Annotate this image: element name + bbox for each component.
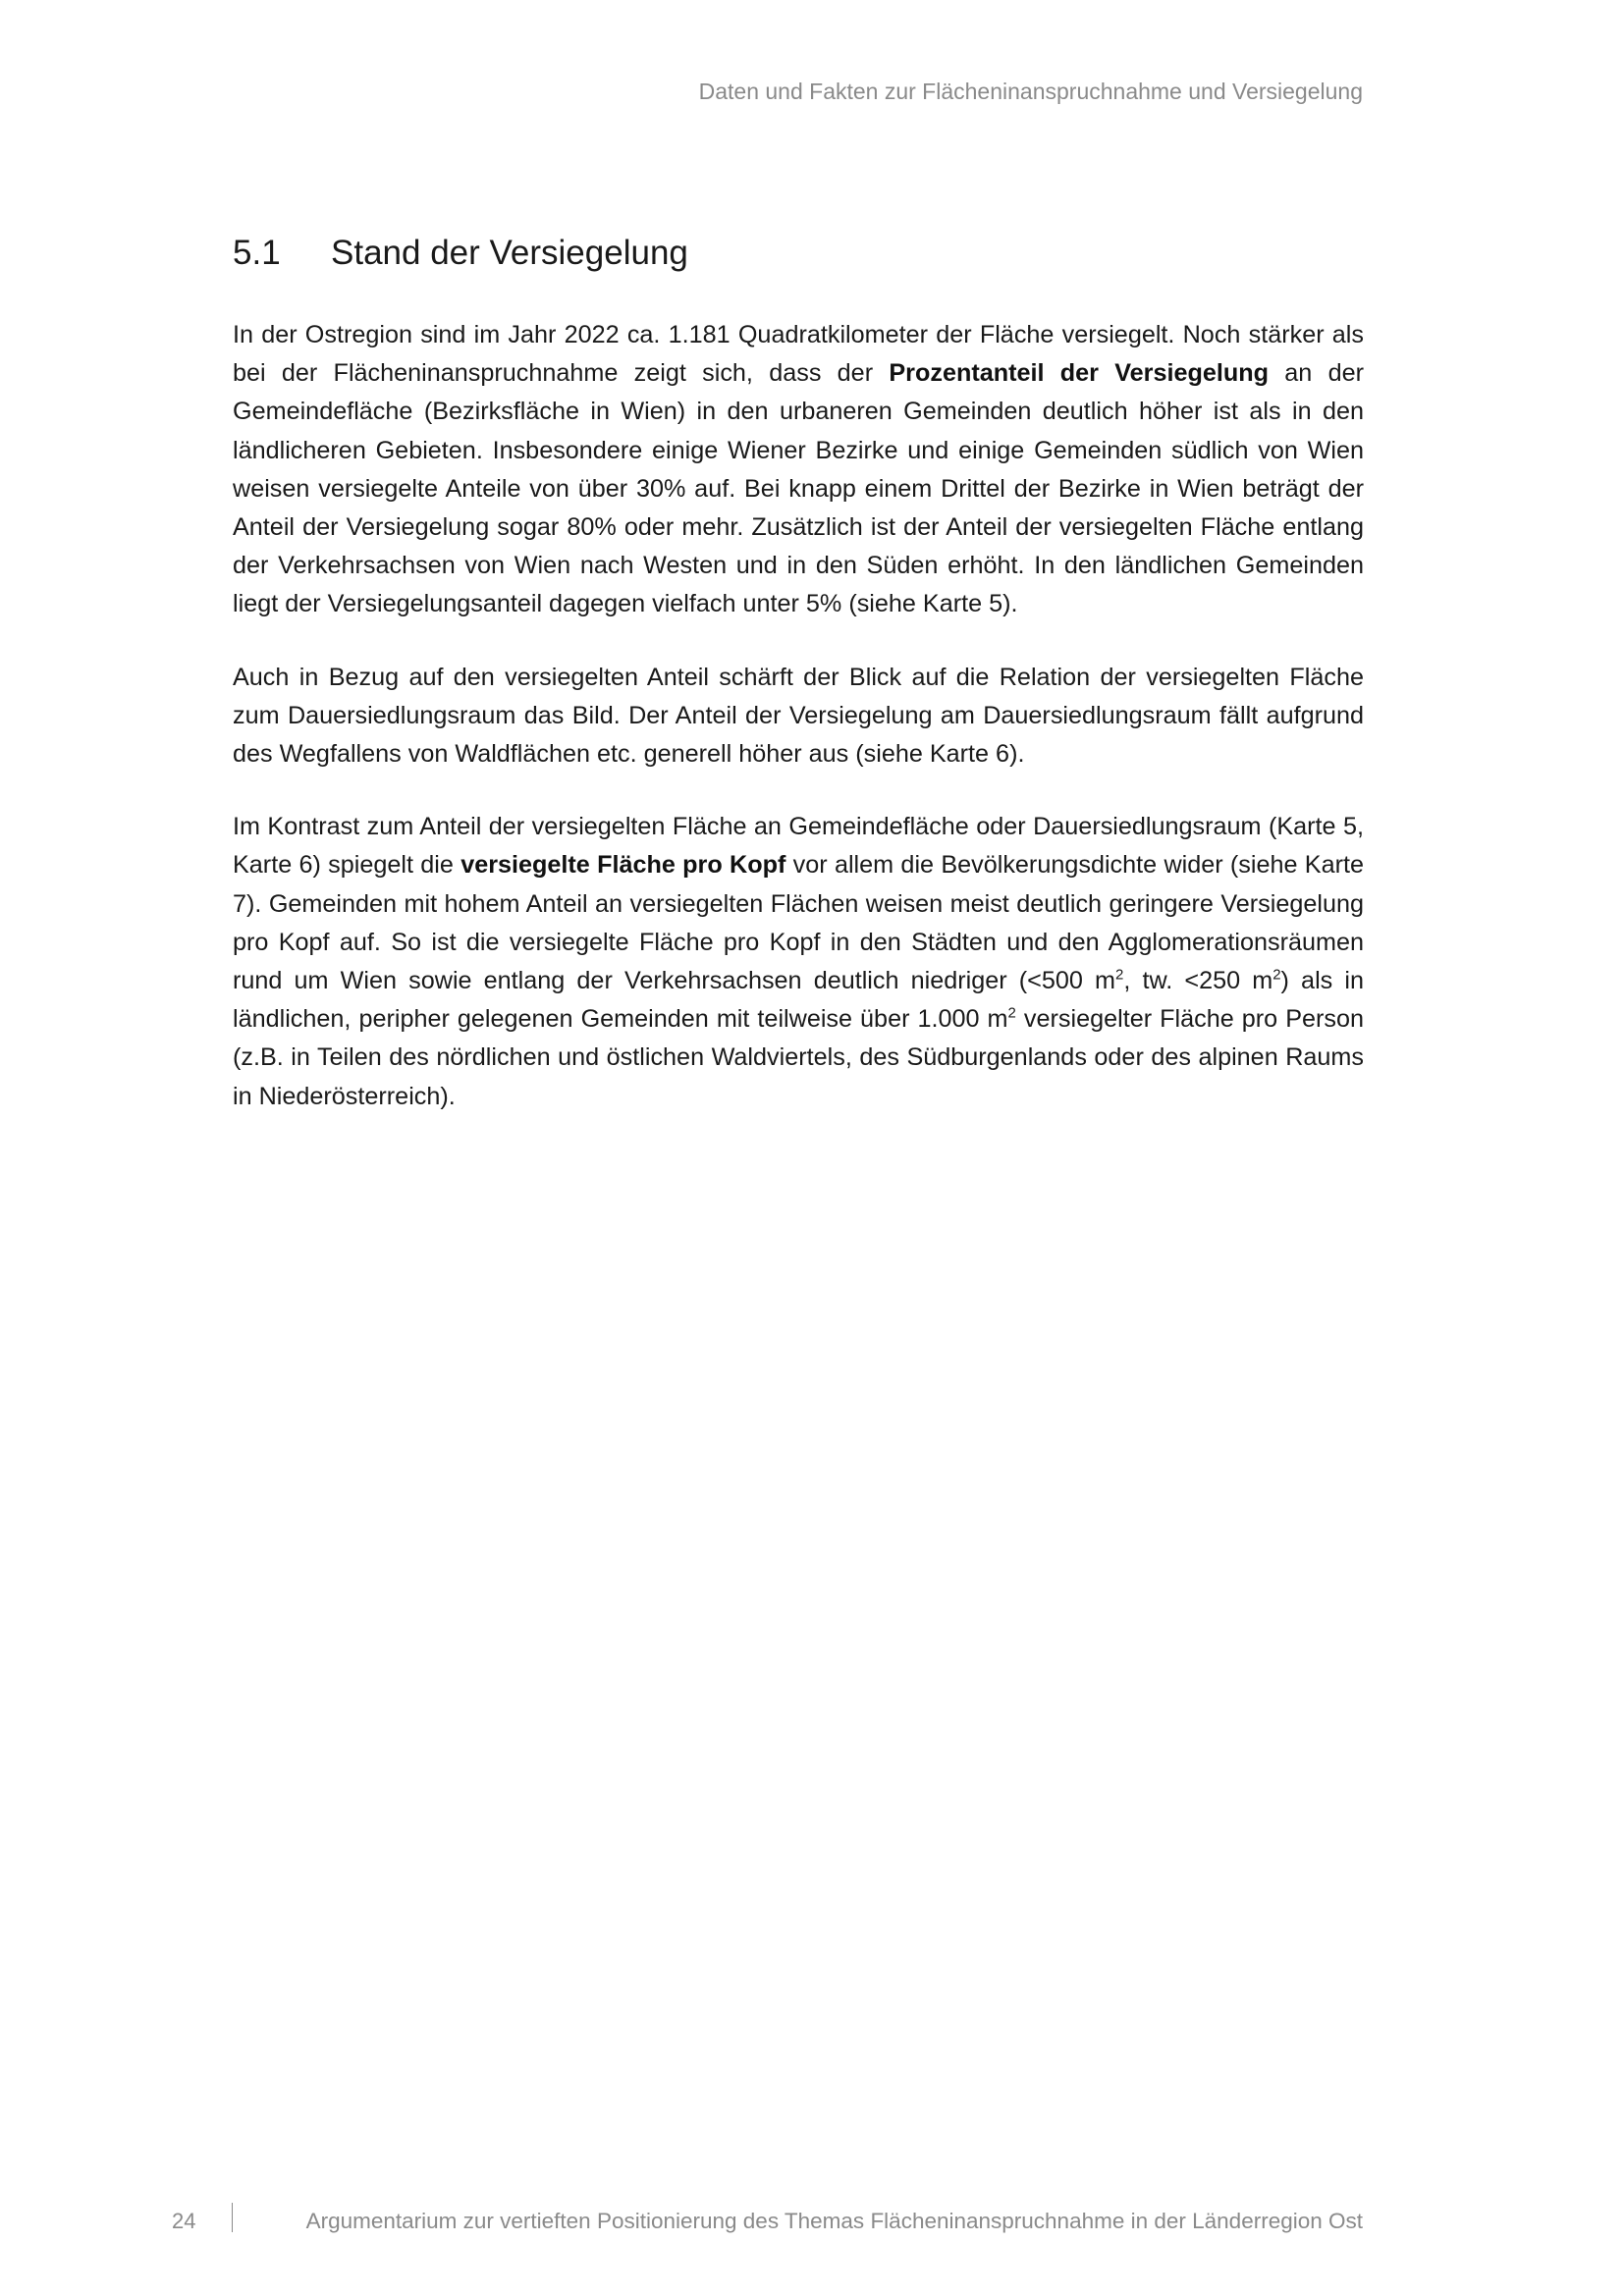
superscript-1: 2 [1114,966,1124,984]
paragraph-3-text-a: Im Kontrast zum Anteil der versiegelten Fläche an Gemeindefläche oder Dauersiedlungsraum (Karte 5, Karte 6) spiegelt die [233,813,1364,880]
paragraph-3 [233,808,1364,1116]
page-footer [0,2209,1624,2238]
paragraph-3-text-c: , tw. <250 m [1123,967,1273,995]
paragraph-3-emphasis: versiegelte Fläche pro Kopf [460,851,786,880]
running-header: Daten und Fakten zur Flächeninanspruchnahme und Versiegelung [698,79,1363,104]
paragraph-3-text-d: ) als in ländlichen, peripher gelegenen Gemeinden mit teilweise über 1.000 m [233,967,1364,1034]
footer-document-title: Argumentarium zur vertieften Positionierung des Themas Flächeninanspruchnahme in der Länderregion Ost [305,2209,1363,2233]
page-number: 24 [172,2209,196,2233]
section-number: 5.1 [233,234,281,272]
paragraph-3-text-e: versiegelter Fläche pro Person (z.B. in Teilen des nördlichen und östlichen Waldviertels, des Südburgenlands oder des alpinen Raums in Niederösterreich). [233,1005,1365,1110]
paragraph-3-text-b: vor allem die Bevölkerungsdichte wider (siehe Karte 7). Gemeinden mit hohem Anteil an versiegelten Flächen weisen meist deutlich geringere Versiegelung pro Kopf auf. So ist die versiegelte Fläche pro Kopf in den Städten und den Agglomerationsräumen rund um Wien sowie entlang der Verkehrsachsen deutlich niedriger (<500 m [233,851,1365,995]
paragraph-1 [233,316,1364,624]
section-heading [233,234,688,273]
paragraph-1-text-a: In der Ostregion sind im Jahr 2022 ca. 1.181 Quadratkilometer der Fläche versiegelt. Noch stärker als bei der Flächeninanspruchnahme zeigt sich, dass der [233,321,1364,388]
footer-divider [232,2203,233,2232]
paragraph-2: Auch in Bezug auf den versiegelten Anteil schärft der Blick auf die Relation der versiegelten Fläche zum Dauersiedlungsraum das Bild. Der Anteil der Versiegelung am Dauersiedlungsraum fällt aufgrund des Wegfallens von Waldflächen etc. generell höher aus (siehe Karte 6). [233,663,1364,769]
superscript-2: 2 [1272,966,1281,984]
superscript-3: 2 [1007,1004,1016,1022]
section-title: Stand der Versiegelung [331,234,688,272]
body-text [233,316,1364,1150]
paragraph-1-emphasis: Prozentanteil der Versiegelung [889,359,1270,388]
paragraph-1-text-b: an der Gemeindefläche (Bezirksfläche in Wien) in den urbaneren Gemeinden deutlich höher ist als in den ländlicheren Gebieten. Insbesondere einige Wiener Bezirke und einige Gemeinden südlich von Wien weisen versiegelte Anteile von über 30% auf. Bei knapp einem Drittel der Bezirke in Wien beträgt der Anteil der Versiegelung sogar 80% oder mehr. Zusätzlich ist der Anteil der versiegelten Fläche entlang der Verkehrsachsen von Wien nach Westen und in den Süden erhöht. In den ländlichen Gemeinden liegt der Versiegelungsanteil dagegen vielfach unter 5% (siehe Karte 5). [233,359,1364,618]
